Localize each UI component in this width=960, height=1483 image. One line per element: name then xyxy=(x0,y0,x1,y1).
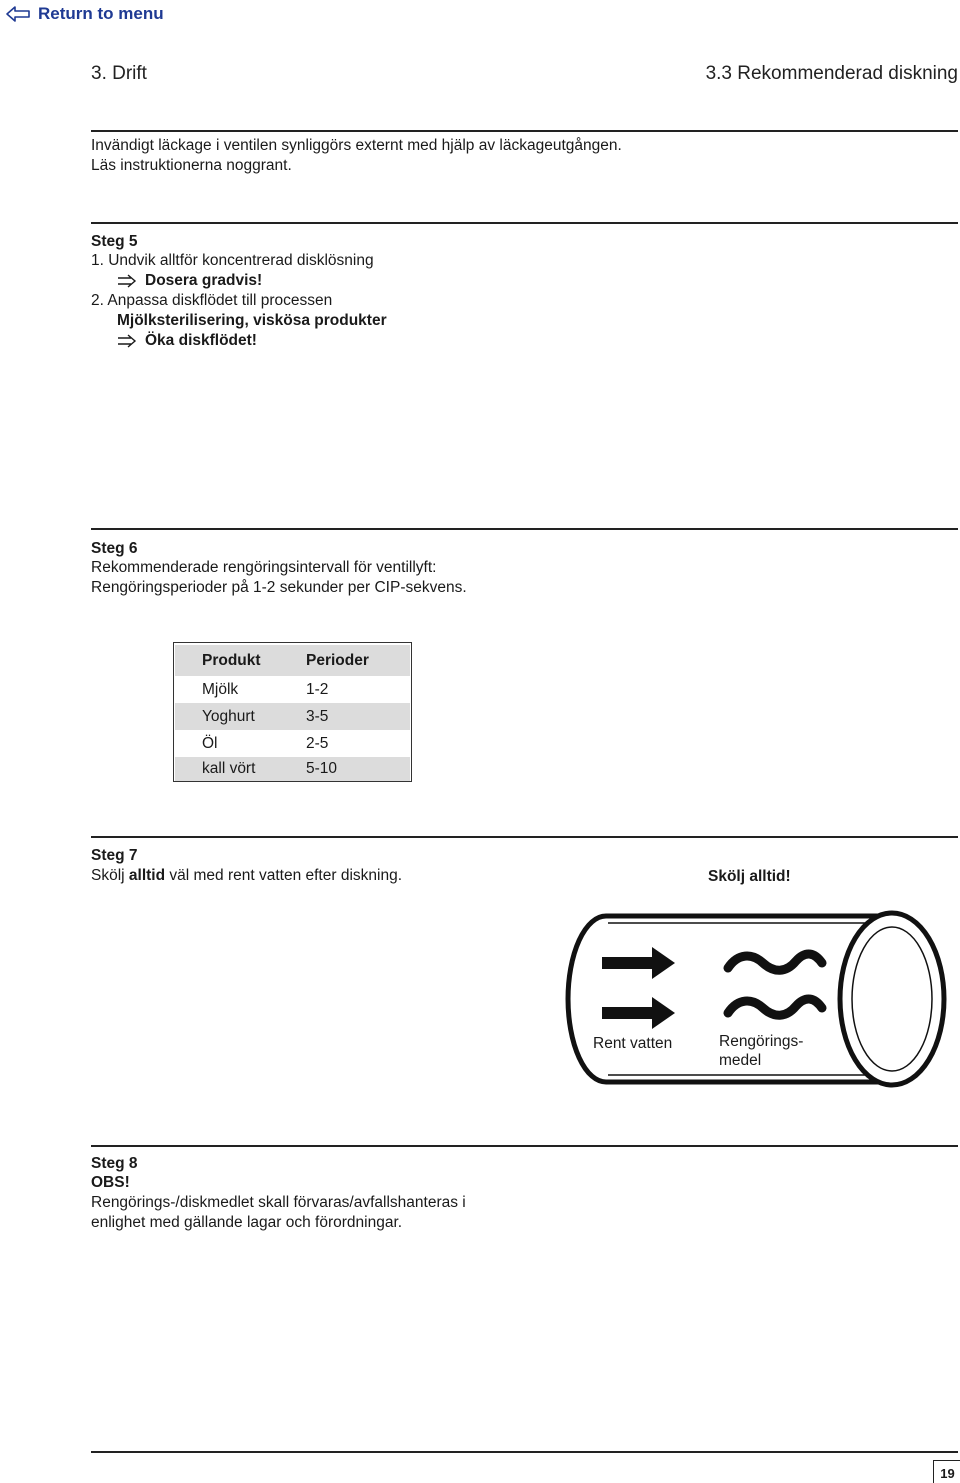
table-row xyxy=(175,730,410,757)
step7-text-pre: Skölj xyxy=(91,867,129,884)
step5-item-1-action-text: Dosera gradvis! xyxy=(145,272,263,289)
intro-line-2: Läs instruktionerna noggrant. xyxy=(91,157,292,174)
step5-item-2-action xyxy=(117,331,257,351)
divider-step5 xyxy=(91,222,958,224)
step6-heading: Steg 6 xyxy=(91,540,138,557)
product-table xyxy=(173,642,412,782)
table-cell-periods: 5-10 xyxy=(306,760,338,777)
figure-label-detergent-1: Rengörings- xyxy=(719,1033,804,1050)
step7-heading: Steg 7 xyxy=(91,847,138,864)
section-label: 3. Drift xyxy=(91,63,147,84)
table-cell-product: Yoghurt xyxy=(202,707,255,725)
table-cell-product: kall vört xyxy=(202,760,256,777)
page-title: 3.3 Rekommenderad diskning xyxy=(705,63,958,84)
step8-line-2: enlighet med gällande lagar och förordningar. xyxy=(91,1214,403,1231)
table-header-product: Produkt xyxy=(202,651,261,669)
step5-item-2: 2. Anpassa diskflödet till processen xyxy=(91,292,333,309)
intro-line-1: Invändigt läckage i ventilen synliggörs externt med hjälp av läckageutgången. xyxy=(91,137,622,154)
table-row xyxy=(175,757,410,781)
implies-arrow-icon xyxy=(117,334,137,348)
step6-line-1: Rekommenderade rengöringsintervall för ventillyft: xyxy=(91,559,437,576)
table-cell-periods: 3-5 xyxy=(306,707,329,725)
table-cell-periods: 1-2 xyxy=(306,680,329,698)
divider-step6 xyxy=(91,528,958,530)
table-header-row xyxy=(175,645,410,676)
step6-line-2: Rengöringsperioder på 1-2 sekunder per CIP-sekvens. xyxy=(91,579,467,596)
divider-footer xyxy=(91,1451,958,1453)
step7-text xyxy=(91,866,402,886)
return-to-menu-link[interactable] xyxy=(4,4,164,24)
table-cell-product: Mjölk xyxy=(202,680,239,698)
step5-heading: Steg 5 xyxy=(91,233,138,250)
step5-item-1: 1. Undvik alltför koncentrerad disklösning xyxy=(91,252,374,269)
step5-item-1-action xyxy=(117,271,262,291)
table-row xyxy=(175,676,410,703)
implies-arrow-icon xyxy=(117,274,137,288)
figure-label-clean-water: Rent vatten xyxy=(593,1035,673,1052)
step7-text-bold: alltid xyxy=(128,867,166,884)
step5-item-2-sub: Mjölksterilisering, viskösa produkter xyxy=(117,312,387,329)
table-header-periods: Perioder xyxy=(306,651,369,669)
figure-label-detergent-2: medel xyxy=(719,1052,762,1069)
table-cell-periods: 2-5 xyxy=(306,734,329,752)
divider-intro xyxy=(91,130,958,132)
step7-callout: Skölj alltid! xyxy=(708,868,791,885)
step8-heading: Steg 8 xyxy=(91,1155,138,1172)
page-number-box xyxy=(933,1460,960,1483)
figure-label-detergent xyxy=(719,1032,803,1070)
table-row xyxy=(175,703,410,730)
table-cell-product: Öl xyxy=(202,734,218,752)
divider-step7 xyxy=(91,836,958,838)
return-to-menu-label: Return to menu xyxy=(38,4,164,23)
page-number: 19 xyxy=(940,1466,955,1481)
step8-obs: OBS! xyxy=(91,1174,130,1191)
arrow-left-icon xyxy=(4,4,32,24)
step8-line-1: Rengörings-/diskmedlet skall förvaras/avfallshanteras i xyxy=(91,1194,466,1211)
divider-step8 xyxy=(91,1145,958,1147)
step5-item-2-action-text: Öka diskflödet! xyxy=(145,332,257,349)
step7-text-post: väl med rent vatten efter diskning. xyxy=(165,867,403,884)
